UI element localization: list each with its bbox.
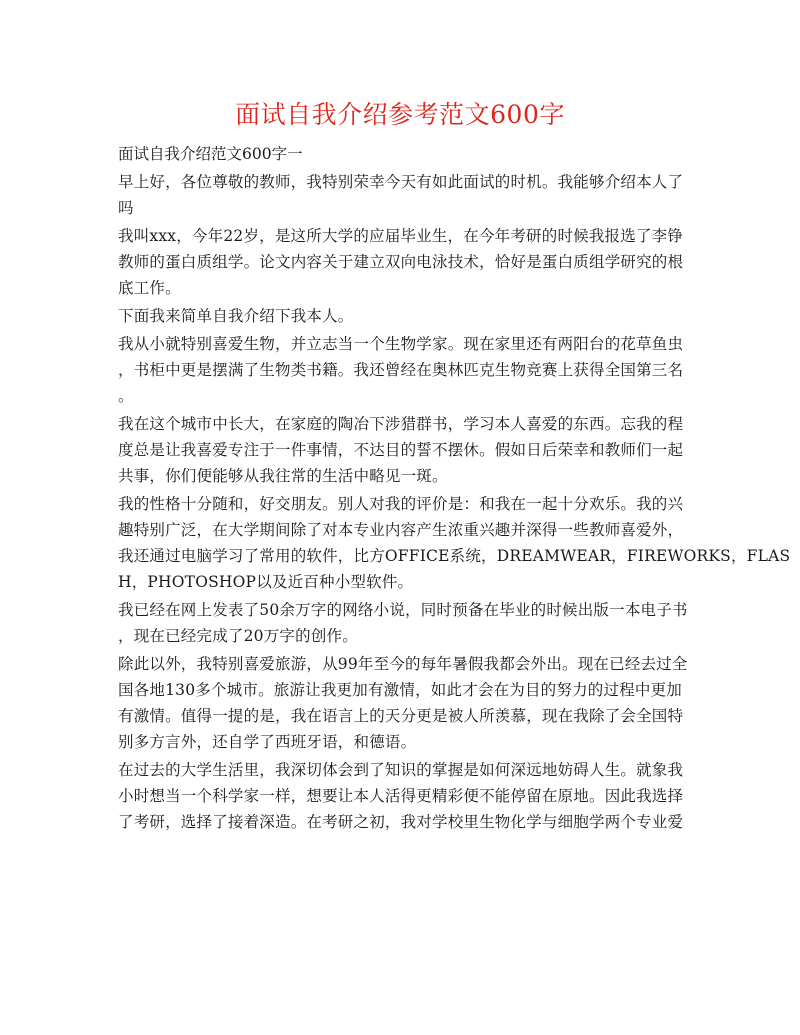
paragraph-line: 共事，你们便能够从我往常的生活中略见一斑。 bbox=[118, 467, 448, 485]
paragraph-line: 我在这个城市中长大，在家庭的陶冶下涉猎群书，学习本人喜爱的东西。忘我的程 bbox=[118, 415, 684, 433]
paragraph-line: 小时想当一个科学家一样，想要让本人活得更精彩便不能停留在原地。因此我选择 bbox=[118, 787, 684, 805]
body-paragraph bbox=[118, 597, 686, 649]
paragraph-line: 我还通过电脑学习了常用的软件，比方OFFICE系统，DREAMWEAR，FIREWORKS，FLAS bbox=[118, 547, 791, 565]
body-paragraph bbox=[118, 491, 791, 595]
body-paragraph bbox=[118, 411, 686, 489]
paragraph-line: 度总是让我喜爱专注于一件事情，不达目的誓不摆休。假如日后荣幸和教师们一起 bbox=[118, 441, 684, 459]
paragraph-line: 有激情。值得一提的是，我在语言上的天分更是被人所羡慕，现在我除了会全国特 bbox=[118, 707, 684, 725]
body-paragraph bbox=[118, 303, 686, 329]
paragraph-line: 除此以外，我特别喜爱旅游，从99年至今的每年暑假我都会外出。现在已经去过全 bbox=[118, 655, 688, 673]
document-title: 面试自我介绍参考范文600字 bbox=[235, 100, 565, 129]
paragraph-line: 别多方言外，还自学了西班牙语，和德语。 bbox=[118, 733, 417, 751]
paragraph-line: 吗 bbox=[118, 199, 134, 217]
paragraph-line: 我叫xxx，今年22岁，是这所大学的应届毕业生，在今年考研的时候我报选了李铮 bbox=[118, 227, 684, 245]
paragraph-line: 我从小就特别喜爱生物，并立志当一个生物学家。现在家里还有两阳台的花草鱼虫 bbox=[118, 335, 684, 353]
paragraph-line: 。 bbox=[118, 387, 134, 405]
paragraph-line: ，书柜中更是摆满了生物类书籍。我还曾经在奥林匹克生物竞赛上获得全国第三名 bbox=[118, 361, 684, 379]
paragraph-line: 国各地130多个城市。旅游让我更加有激情，如此才会在为目的努力的过程中更加 bbox=[118, 681, 682, 699]
paragraph-line: 了考研，选择了接着深造。在考研之初，我对学校里生物化学与细胞学两个专业爱 bbox=[118, 813, 684, 831]
paragraph-line: 我已经在网上发表了50余万字的网络小说，同时预备在毕业的时候出版一本电子书 bbox=[118, 601, 688, 619]
body-paragraph bbox=[118, 757, 686, 835]
paragraph-line: 下面我来简单自我介绍下我本人。 bbox=[118, 307, 354, 325]
paragraph-line: ，现在已经完成了20万字的创作。 bbox=[118, 627, 358, 645]
body-paragraph bbox=[118, 169, 686, 221]
body-paragraph bbox=[118, 223, 686, 301]
paragraph-list bbox=[118, 169, 791, 835]
paragraph-line: 底工作。 bbox=[118, 279, 181, 297]
paragraph-line: H，PHOTOSHOP以及近百种小型软件。 bbox=[118, 573, 414, 591]
body-paragraph bbox=[118, 331, 686, 409]
body-paragraph bbox=[118, 651, 686, 755]
paragraph-line: 教师的蛋白质组学。论文内容关于建立双向电泳技术，恰好是蛋白质组学研究的根 bbox=[118, 253, 684, 271]
paragraph-line: 早上好，各位尊敬的教师，我特别荣幸今天有如此面试的时机。我能够介绍本人了 bbox=[118, 173, 684, 191]
paragraph-line: 我的性格十分随和，好交朋友。别人对我的评价是：和我在一起十分欢乐。我的兴 bbox=[118, 495, 684, 513]
section-subtitle: 面试自我介绍范文600字一 bbox=[118, 145, 303, 163]
paragraph-line: 趣特别广泛，在大学期间除了对本专业内容产生浓重兴趣并深得一些教师喜爱外， bbox=[118, 521, 684, 539]
document-body bbox=[118, 141, 791, 837]
paragraph-line: 在过去的大学生活里，我深切体会到了知识的掌握是如何深远地妨碍人生。就象我 bbox=[118, 761, 684, 779]
